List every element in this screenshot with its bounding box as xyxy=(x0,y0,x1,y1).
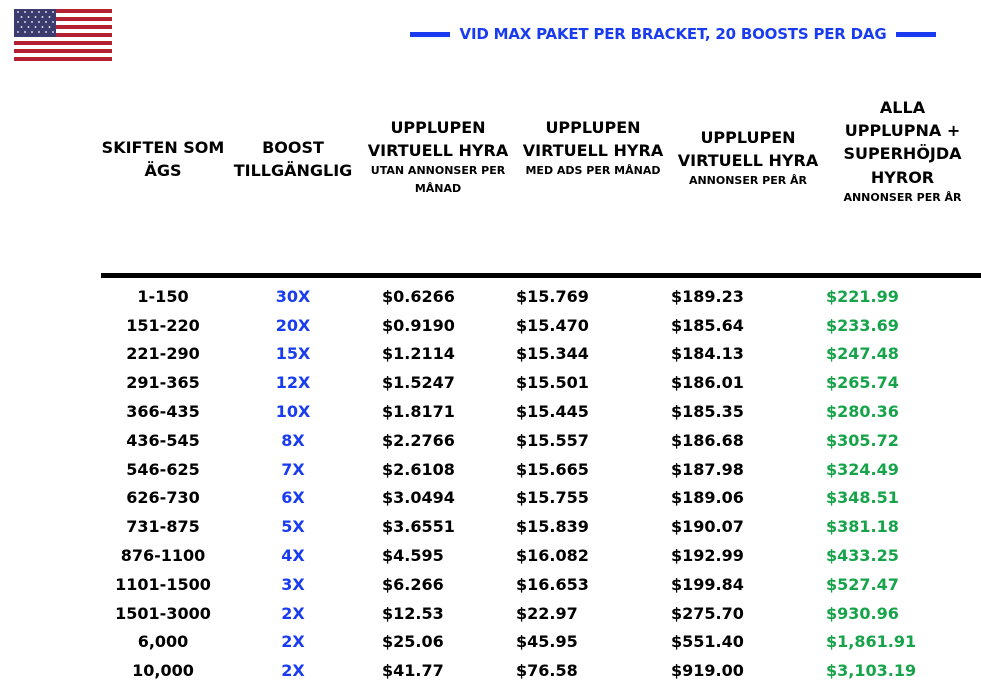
cell-rent-ads-month: $45.95 xyxy=(516,632,578,652)
cell-rent-ads-month: $16.082 xyxy=(516,546,589,566)
cell-boost: 6X xyxy=(281,488,305,508)
cell-all-rents-year: $3,103.19 xyxy=(826,661,917,681)
table-row xyxy=(101,541,981,570)
cell-rent-no-ads-month: $1.8171 xyxy=(382,402,455,422)
header-rent-ads-year-sub: ANNONSER PER ÅR xyxy=(688,174,808,188)
cell-all-rents-year: $247.48 xyxy=(826,344,899,364)
cell-rent-no-ads-month: $2.6108 xyxy=(382,459,455,479)
cell-boost: 2X xyxy=(281,632,305,652)
cell-all-rents-year: $527.47 xyxy=(826,574,899,594)
cell-rent-ads-month: $15.344 xyxy=(516,344,589,364)
header-rent-no-ads-month-sub: UTAN ANNONSER PER MÅNAD xyxy=(370,164,506,195)
cell-rent-no-ads-month: $25.06 xyxy=(382,632,444,652)
cell-shifts: 626-730 xyxy=(126,488,200,508)
cell-rent-ads-year: $189.06 xyxy=(671,488,744,508)
table-row xyxy=(101,570,981,599)
table-row xyxy=(101,282,981,311)
table-row xyxy=(101,484,981,513)
header-rent-ads-year-label: UPPLUPEN VIRTUELL HYRA xyxy=(677,128,819,171)
cell-rent-ads-year: $186.68 xyxy=(671,430,744,450)
header-divider xyxy=(101,273,981,278)
cell-boost: 30X xyxy=(275,286,311,306)
cell-rent-ads-year: $199.84 xyxy=(671,574,744,594)
cell-shifts: 10,000 xyxy=(132,661,194,681)
table-row xyxy=(101,368,981,397)
cell-rent-ads-month: $15.665 xyxy=(516,459,589,479)
cell-rent-no-ads-month: $0.9190 xyxy=(382,315,455,335)
cell-rent-ads-month: $15.501 xyxy=(516,373,589,393)
table-row xyxy=(101,628,981,657)
cell-rent-no-ads-month: $3.6551 xyxy=(382,517,455,537)
cell-rent-no-ads-month: $2.2766 xyxy=(382,430,455,450)
table-row xyxy=(101,599,981,628)
cell-shifts: 366-435 xyxy=(126,402,200,422)
table-row xyxy=(101,311,981,340)
cell-shifts: 6,000 xyxy=(137,632,189,652)
table-row xyxy=(101,426,981,455)
cell-shifts: 151-220 xyxy=(126,315,200,335)
table-row xyxy=(101,512,981,541)
header-boost-available-label: BOOST TILLGÄNGLIG xyxy=(233,138,353,181)
cell-rent-no-ads-month: $6.266 xyxy=(382,574,444,594)
cell-rent-no-ads-month: $41.77 xyxy=(382,661,444,681)
cell-all-rents-year: $324.49 xyxy=(826,459,899,479)
cell-all-rents-year: $930.96 xyxy=(826,603,899,623)
cell-all-rents-year: $280.36 xyxy=(826,402,899,422)
cell-boost: 15X xyxy=(275,344,311,364)
cell-rent-ads-year: $185.35 xyxy=(671,402,744,422)
cell-rent-ads-year: $551.40 xyxy=(671,632,744,652)
cell-rent-ads-month: $76.58 xyxy=(516,661,578,681)
cell-all-rents-year: $1,861.91 xyxy=(826,632,917,652)
cell-rent-no-ads-month: $1.2114 xyxy=(382,344,455,364)
header-all-rents-year-label: ALLA UPPLUPNA + SUPERHÖJDA HYROR xyxy=(843,98,962,187)
table-row xyxy=(101,340,981,369)
header-shifts-owned xyxy=(101,136,225,182)
cell-all-rents-year: $305.72 xyxy=(826,430,899,450)
cell-rent-ads-month: $15.557 xyxy=(516,430,589,450)
rent-table xyxy=(101,282,981,685)
header-rent-ads-month-sub: MED ADS PER MÅNAD xyxy=(525,164,661,178)
cell-rent-ads-year: $190.07 xyxy=(671,517,744,537)
cell-shifts: 1101-1500 xyxy=(115,574,211,594)
header-rent-ads-month-label: UPPLUPEN VIRTUELL HYRA xyxy=(522,118,664,161)
cell-shifts: 221-290 xyxy=(126,344,200,364)
cell-rent-ads-month: $15.470 xyxy=(516,315,589,335)
cell-boost: 20X xyxy=(275,315,311,335)
banner-dash-right xyxy=(896,32,936,37)
cell-rent-ads-year: $275.70 xyxy=(671,603,744,623)
cell-boost: 4X xyxy=(281,546,305,566)
cell-shifts: 291-365 xyxy=(126,373,200,393)
cell-all-rents-year: $265.74 xyxy=(826,373,899,393)
cell-rent-no-ads-month: $1.5247 xyxy=(382,373,455,393)
cell-boost: 5X xyxy=(281,517,305,537)
cell-rent-ads-month: $22.97 xyxy=(516,603,578,623)
cell-boost: 7X xyxy=(281,459,305,479)
cell-rent-ads-year: $189.23 xyxy=(671,286,744,306)
cell-rent-ads-year: $187.98 xyxy=(671,459,744,479)
cell-rent-ads-year: $186.01 xyxy=(671,373,744,393)
cell-shifts: 436-545 xyxy=(126,430,200,450)
table-row xyxy=(101,455,981,484)
cell-rent-no-ads-month: $4.595 xyxy=(382,546,444,566)
header-rent-no-ads-month xyxy=(363,116,513,198)
cell-rent-ads-month: $15.839 xyxy=(516,517,589,537)
header-rent-no-ads-month-label: UPPLUPEN VIRTUELL HYRA xyxy=(367,118,509,161)
cell-rent-ads-month: $15.445 xyxy=(516,402,589,422)
cell-rent-ads-month: $15.755 xyxy=(516,488,589,508)
table-row xyxy=(101,656,981,685)
header-rent-ads-month xyxy=(518,116,668,180)
cell-boost: 2X xyxy=(281,661,305,681)
cell-rent-no-ads-month: $0.6266 xyxy=(382,286,455,306)
cell-shifts: 546-625 xyxy=(126,459,200,479)
cell-boost: 2X xyxy=(281,603,305,623)
cell-boost: 8X xyxy=(281,430,305,450)
cell-all-rents-year: $233.69 xyxy=(826,315,899,335)
header-all-rents-year xyxy=(830,96,975,206)
cell-shifts: 876-1100 xyxy=(120,546,206,566)
cell-boost: 12X xyxy=(275,373,311,393)
cell-shifts: 731-875 xyxy=(126,517,200,537)
header-boost-available xyxy=(225,136,361,182)
cell-shifts: 1501-3000 xyxy=(115,603,211,623)
cell-rent-ads-month: $16.653 xyxy=(516,574,589,594)
cell-rent-ads-year: $184.13 xyxy=(671,344,744,364)
cell-rent-ads-month: $15.769 xyxy=(516,286,589,306)
cell-all-rents-year: $433.25 xyxy=(826,546,899,566)
banner-title: VID MAX PAKET PER BRACKET, 20 BOOSTS PER DAG xyxy=(459,25,887,43)
cell-all-rents-year: $221.99 xyxy=(826,286,899,306)
cell-boost: 3X xyxy=(281,574,305,594)
cell-all-rents-year: $348.51 xyxy=(826,488,899,508)
cell-rent-no-ads-month: $12.53 xyxy=(382,603,444,623)
banner-dash-left xyxy=(410,32,450,37)
cell-rent-ads-year: $185.64 xyxy=(671,315,744,335)
cell-all-rents-year: $381.18 xyxy=(826,517,899,537)
cell-shifts: 1-150 xyxy=(137,286,189,306)
cell-rent-ads-year: $192.99 xyxy=(671,546,744,566)
cell-rent-ads-year: $919.00 xyxy=(671,661,744,681)
header-rent-ads-year xyxy=(673,126,823,190)
cell-rent-no-ads-month: $3.0494 xyxy=(382,488,455,508)
header-shifts-owned-label: SKIFTEN SOM ÄGS xyxy=(101,138,225,181)
header-all-rents-year-sub: ANNONSER PER ÅR xyxy=(843,190,962,204)
page-banner xyxy=(388,22,958,46)
table-row xyxy=(101,397,981,426)
us-flag-icon xyxy=(14,9,112,61)
cell-boost: 10X xyxy=(275,402,311,422)
